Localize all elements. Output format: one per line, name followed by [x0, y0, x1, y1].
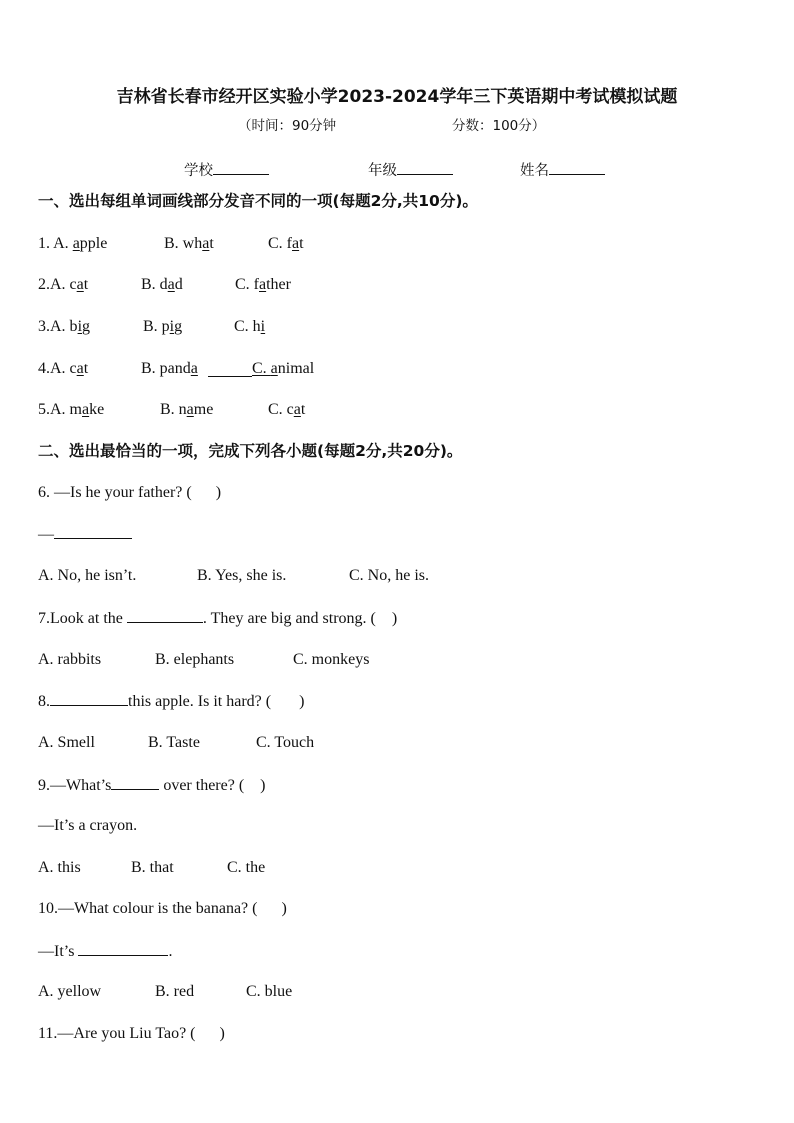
question-11: 11.—Are you Liu Tao? ( )	[38, 1025, 225, 1042]
name-label: 姓名	[520, 163, 549, 179]
exam-time: （时间：90分钟	[238, 118, 337, 134]
q8-option-c[interactable]: C. Touch	[256, 734, 315, 751]
q6-option-a[interactable]: A. No, he isn’t.	[38, 567, 137, 584]
answer-blank[interactable]	[50, 691, 128, 706]
item4-blank	[208, 361, 252, 377]
question-8: 8. this apple. Is it hard? ( )	[38, 693, 305, 710]
question-7: 7.Look at the . They are big and strong. ( )	[38, 610, 398, 627]
q9-option-b[interactable]: B. that	[131, 859, 174, 876]
name-blank[interactable]	[549, 160, 605, 175]
answer-blank[interactable]	[127, 608, 203, 623]
grade-blank[interactable]	[397, 160, 453, 175]
school-field	[184, 160, 269, 180]
question-9-answer: —It’s a crayon.	[38, 817, 138, 834]
question-6: 6. —Is he your father? ( )	[38, 484, 222, 501]
grade-label: 年级	[368, 163, 397, 179]
q10-option-c[interactable]: C. blue	[246, 983, 293, 1000]
q10-option-a[interactable]: A. yellow	[38, 983, 102, 1000]
q8-option-b[interactable]: B. Taste	[148, 734, 200, 751]
q8-option-a[interactable]: A. Smell	[38, 734, 95, 751]
q9-option-c[interactable]: C. the	[227, 859, 266, 876]
q6-option-b[interactable]: B. Yes, she is.	[197, 567, 287, 584]
answer-blank[interactable]	[78, 941, 168, 956]
exam-page: 吉林省长春市经开区实验小学2023-2024学年三下英语期中考试模拟试题 （时间：90分钟 分数：100分） 学校 年级 姓名 一、选出每组单词画线部分发音不同的一项(每题2分,共10分)。 1. A. apple B. what C. fat 2.A. cat B. dad C. father 3.A. big B. pig C. hi 4.A. cat B. panda C. animal 5.A. make B. name C. cat 二、选出最恰当的一项，完成下列各小题(每题2分,共20分)。 6. —Is he your father? ( ) — A. No, he isn’t. B. Yes, she is. C. No, he is. 7.Look at the . They are big and strong. ( ) A. rabbits B. elephants C. monkeys 8. this apple. Is it hard? ( ) A. Smell B. Taste C. Touch 9.—What’s over there? ( ) —It’s a crayon. A. this B. that C. the 10.—What colour is the banana? ( ) —It’s . A. yellow B. red C. blue 11.—Are you Liu Tao? ( )	[0, 0, 794, 1123]
section2-heading: 二、选出最恰当的一项，完成下列各小题(每题2分,共20分)。	[38, 442, 463, 460]
school-label: 学校	[184, 163, 213, 179]
answer-blank[interactable]	[111, 775, 159, 790]
question-6-answer: —	[38, 524, 132, 545]
exam-title: 吉林省长春市经开区实验小学2023-2024学年三下英语期中考试模拟试题	[116, 87, 678, 107]
question-9: 9.—What’s over there? ( )	[38, 777, 266, 794]
name-field	[520, 160, 605, 180]
q7-option-c[interactable]: C. monkeys	[293, 651, 370, 668]
answer-blank[interactable]	[54, 524, 132, 539]
q7-option-a[interactable]: A. rabbits	[38, 651, 102, 668]
exam-score: 分数：100分）	[452, 118, 546, 134]
grade-field	[368, 160, 453, 180]
question-10: 10.—What colour is the banana? ( )	[38, 900, 287, 917]
question-10-answer: —It’s .	[38, 943, 173, 960]
school-blank[interactable]	[213, 160, 269, 175]
section1-heading: 一、选出每组单词画线部分发音不同的一项(每题2分,共10分)。	[38, 192, 478, 210]
q10-option-b[interactable]: B. red	[155, 983, 195, 1000]
q7-option-b[interactable]: B. elephants	[155, 651, 235, 668]
q6-option-c[interactable]: C. No, he is.	[349, 567, 429, 584]
q9-option-a[interactable]: A. this	[38, 859, 81, 876]
